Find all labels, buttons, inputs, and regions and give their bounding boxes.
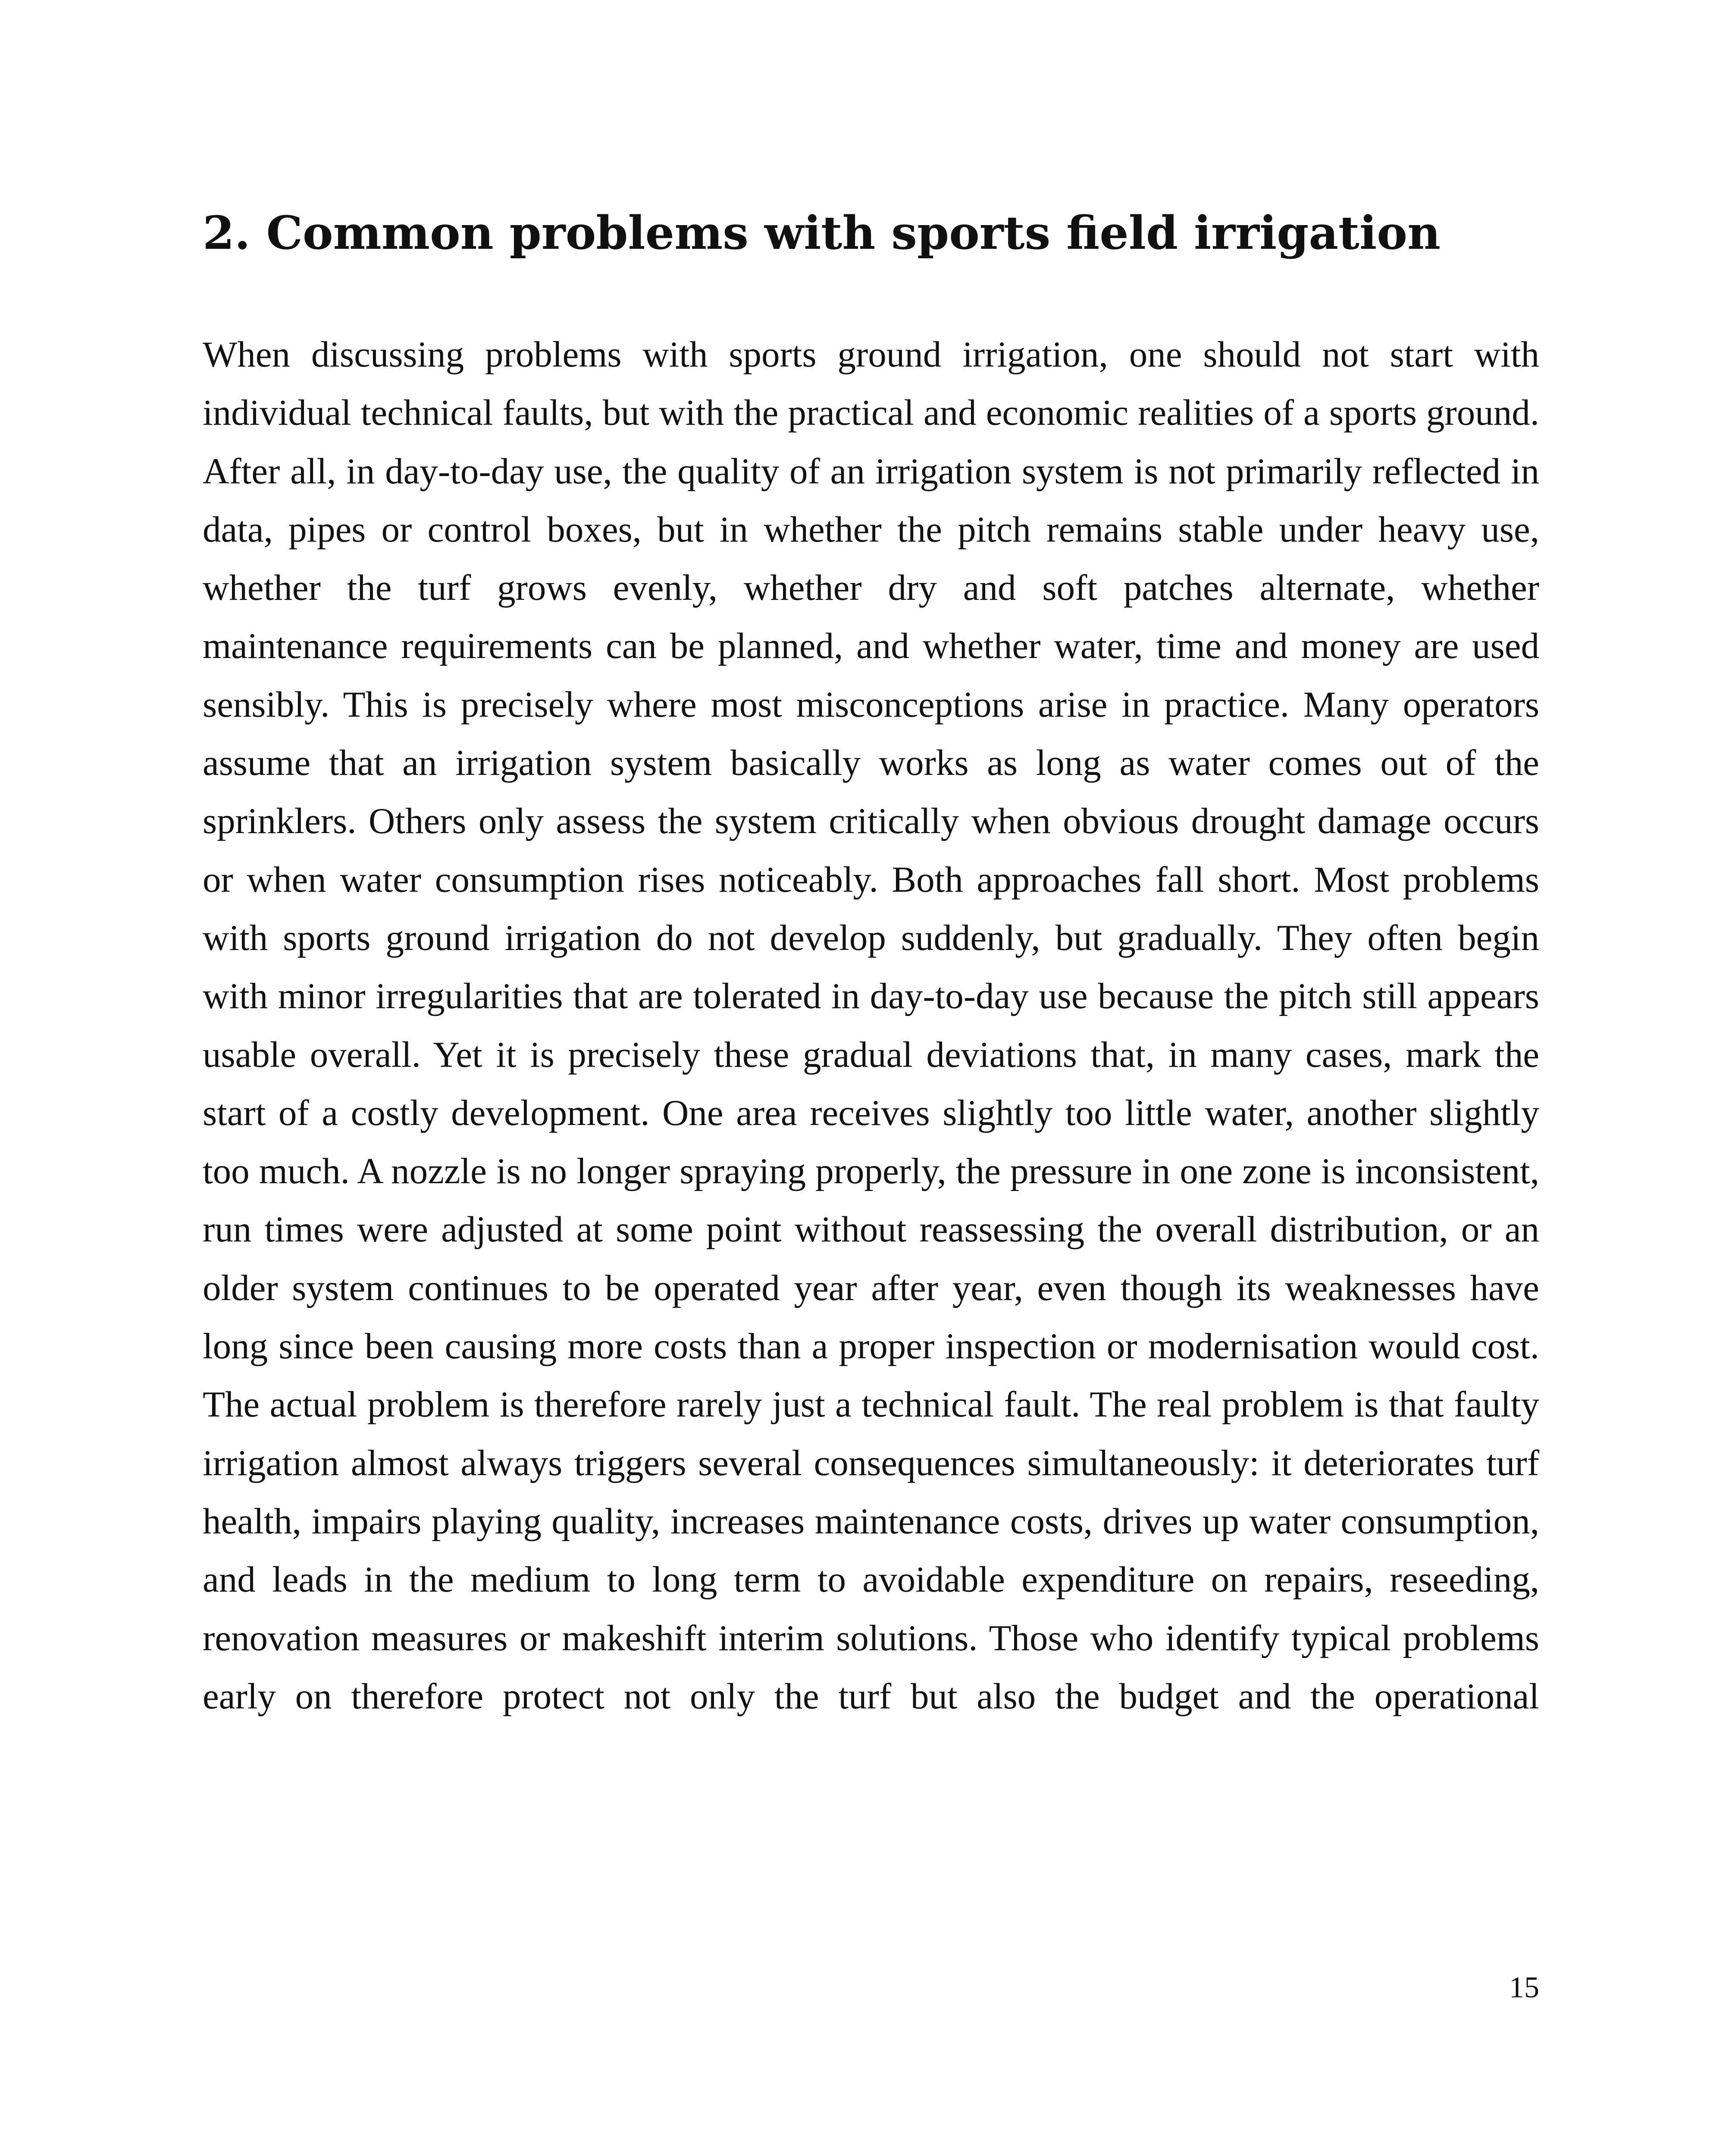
page-number: 15 <box>1509 1971 1539 2004</box>
body-paragraph: When discussing problems with sports ground irrigation, one should not start with individual technical faults, but with the practical and economic realities of a sports ground. After all, in day-to-day use, the quality of an irrigation system is not primarily reflected in data, pipes or control boxes, but in whether the pitch remains stable under heavy use, whether the turf grows evenly, whether dry and soft patches alternate, whether maintenance requirements can be planned, and whether water, time and money are used sensibly. This is precisely where most misconceptions arise in practice. Many operators assume that an irrigation system basically works as long as water comes out of the sprinklers. Others only assess the system critically when obvious drought damage occurs or when water consumption rises noticeably. Both approaches fall short. Most problems with sports ground irrigation do not develop suddenly, but gradually. They often begin with minor irregularities that are tolerated in day-to-day use because the pitch still appears usable overall. Yet it is precisely these gradual deviations that, in many cases, mark the start of a costly development. One area receives slightly too little water, another slightly too much. A nozzle is no longer spraying properly, the pressure in one zone is inconsistent, run times were adjusted at some point without reassessing the overall distribution, or an older system continues to be operated year after year, even though its weaknesses have long since been causing more costs than a proper inspection or modernisation would cost. The actual problem is therefore rarely just a technical fault. The real problem is that faulty irrigation almost always triggers several consequences simultaneously: it deteriorates turf health, impairs playing quality, increases maintenance costs, drives up water consumption, and leads in the medium to long term to avoidable expenditure on repairs, reseeding, renovation measures or makeshift interim solutions. Those who identify typical problems early on therefore protect not only the turf but also the budget and the operational <box>203 334 1539 1717</box>
page-content <box>203 203 1539 1717</box>
section-heading: 2. Common problems with sports field irrigation <box>203 206 1441 260</box>
